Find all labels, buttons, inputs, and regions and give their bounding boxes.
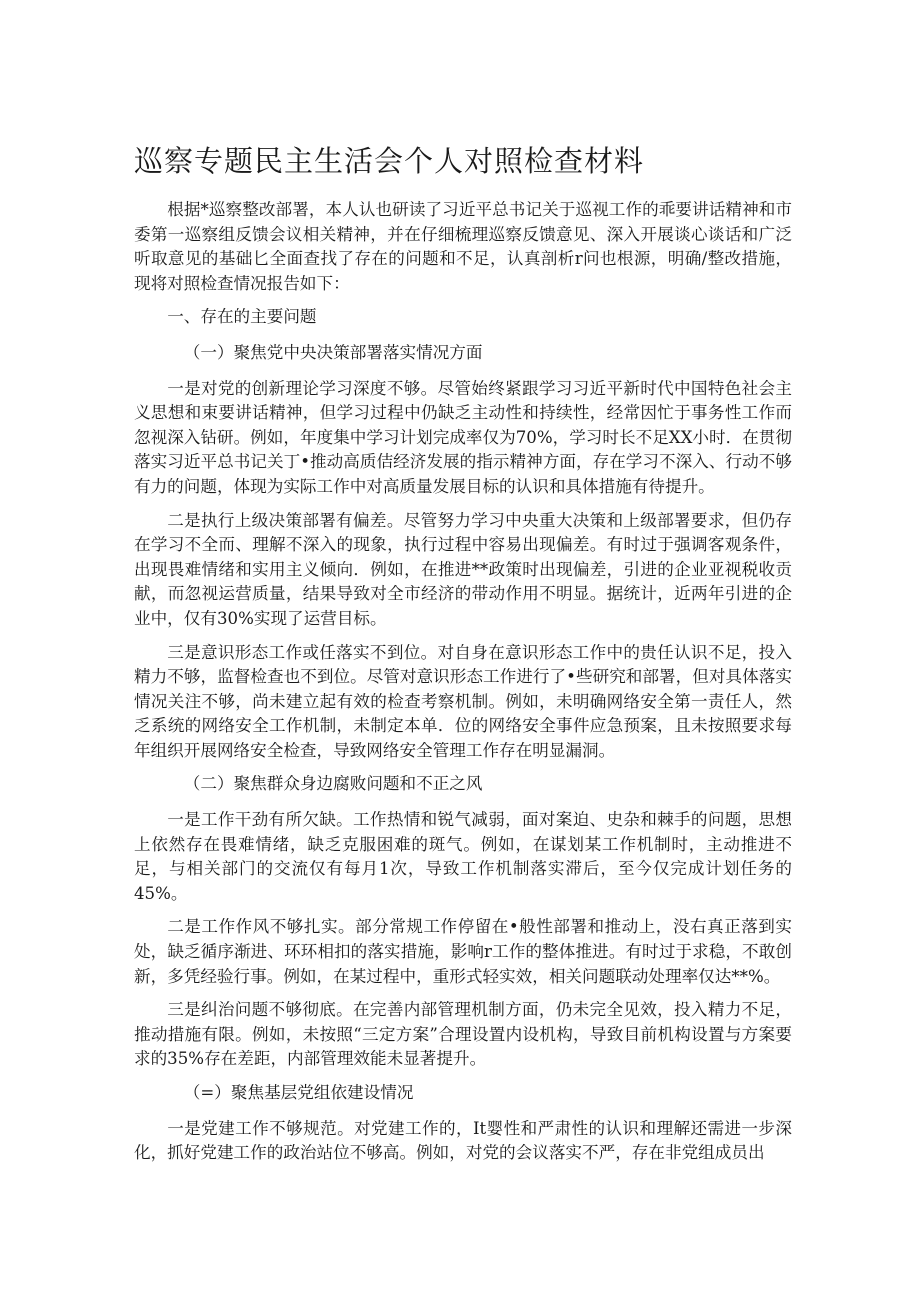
document-title: 巡察专题民主生活会个人对照检查材料 xyxy=(134,144,645,178)
paragraph-theory-study: 一是对党的创新理论学习深度不够。尽管始终紧跟学习习近平新时代中国特色社会主义思想和束要讲话精神，但学习过程中仍缺乏主动性和持续性，经常因忙于事务性工作而忽视深入钻研。例如，年度集中学习计划完成率仅为70%，学习时长不足XX小时．在贯彻落实习近平总书记关丁•推动高质佶经济发展的指示精神方面，存在学习不深入、行动不够有力的问题，体现为实际工作中对高质量发展目标的认识和具体措施有待提升。 xyxy=(134,378,792,496)
document-body xyxy=(134,198,792,1175)
paragraph-problem-correction: 三是纠治问题不够彻底。在完善内部管理机制方面，仍未完全见效，投入精力不足，推动措施有限。例如，未按照“三定方案”合理设置内设机构，导致目前机构设置与方案要求的35%存在差距，内部管理效能未显著提升。 xyxy=(134,1000,792,1069)
subsection-heading-party-building: （=）聚焦基层党组依建设情况 xyxy=(183,1083,414,1102)
section-heading-main-problems: 一、存在的主要问题 xyxy=(167,307,317,327)
subsection-heading-central-decisions: （一）聚焦党中央决策部署落实情况方面 xyxy=(183,342,483,362)
paragraph-ideology-responsibility: 三是意识形态工作或任落实不到位。对自身在意识形态工作中的贵任认识不足，投入精力不够，监督检查也不到位。尽管对意识形态工作进行了•些研究和部署，但对具体落实情况关注不够，尚未建立起有效的检查考察机制。例如，未明确网络安全第一责任人，然乏系统的网络安全工作机制，未制定本单．位的网络安全事件应急预案，且未按照要求每年组织开展网络安全检查，导致网络安全管理工作存在明显漏洞。 xyxy=(134,642,792,760)
intro-paragraph: 根据*巡察整改部署，本人认也研读了习近平总书记关于巡视工作的乖要讲话精神和市委第一巡察组反馈会议相关精神，并在仔细梳理巡察反馈意见、深入开展谈心谈话和广泛听取意见的基础匕全面查找了存在的问题和不足，认真剖析r问也根源，明确/整改措施，现将对照检查情况报告如下： xyxy=(134,200,792,293)
subsection-heading-grassroots-corruption: （二）聚焦群众身边腐败问题和不正之风 xyxy=(183,774,483,794)
paragraph-execution-deviation: 二是执行上级决策部署有偏差。尽管努力学习中央重大决策和上级部署要求，但仍存在学习不全而、理解不深入的现象，执行过程中容易出现偏差。有时过于强调客观条件，出现畏难情绪和实用主义倾向．例如，在推进**政策时出现偏差，引进的企业亚视税收贡献，而忽视运营质量，结果导致对全市经济的带动作用不明显。据统计，近两年引进的企业中，仅有30%实现了运营目标。 xyxy=(134,510,792,628)
paragraph-party-work-standards: 一是党建工作不够规范。对党建工作的，It婴性和严肃性的认识和理解还需进一步深化，抓好党建工作的政治站位不够高。例如，对党的会议落实不严，存在非党组成员出 xyxy=(134,1118,792,1163)
paragraph-work-drive: 一是工作干劲有所欠缺。工作热情和锐气减弱，面对案迫、史杂和棘手的问题，思想上依然存在畏难情绪，缺乏克服困难的斑气。例如，在谋划某工作机制时，主动推进不足，与相关部门的交流仅有每月1次，导致工作机制落实滞后，至今仅完成计划任务的45%。 xyxy=(134,810,792,903)
paragraph-work-style: 二是工作作风不够扎实。部分常规工作停留在•般性部署和推动上，没右真正落到实处，缺乏循序渐进、环环相扣的落实措施，影响r工作的整体推进。有时过于求稳，不敢创新，多凭经验行事。例如，在某过程中，重形式轻实效，相关问题联动处理率仅达**%。 xyxy=(134,917,792,986)
